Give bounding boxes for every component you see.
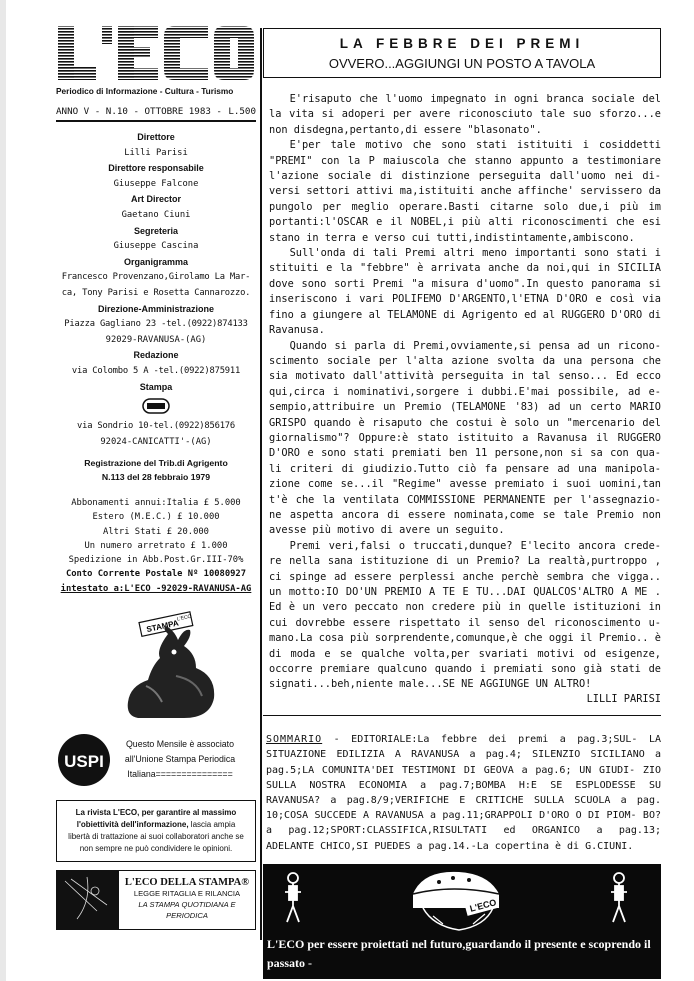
account-holder: intestato a:L'ECO -92029-RAVANUSA-AG [60, 583, 252, 594]
notice-part-2: lascia ampia libertà di trattazione ai suoi collaboratori anche se non sempre ne può condividere le opinioni. [68, 819, 244, 853]
article-paragraph: Premi veri,falsi o truccati,dunque? E'lecito ancora crede- re nella sana istituzione di un Premio? La realtà,purtroppo , ci spinge ad essere perplessi anche perchè sembra che vigga.. un motto:IO DO'UN PREMIO A TE E TU...DAI QUALCOS'ALTRO A ME . Ed è un vero peccato non credere più in quelle istituzioni in cui dovrebbe essere rispettato il senso del riconoscimento u- mano.La cosa più sorprendente,comunque,è che oggi il Premio.. è di moda e se qualche volta,per svariati motivi od esigenze, occorre premiare qualcuno quando i premiati sono già stati de signati...beh,niente male...SE NE AGGIUNGE UN ALTRO! [269, 539, 661, 691]
right-column [263, 28, 661, 979]
article-paragraph: Quando si parla di Premi,ovviamente,si pensa ad un ricono- scimento sociale per l'alta azione svolta da una persona che sia motivato dall'attività perseguita in tal senso... Ed ecco qui,circa i nominativi,sorgere i dubbi.E'mai possibile, ad e- sempio,attribuire un Premio (TELAMONE '83) ad un certo MARIO GRISPO quando è risaputo che costui è solo un "mercenario del giornalismo"? Oppure:è stato istituito a Ravanusa il RUGGERO D'ORO e sono stati premiati ben 11 persone,non si sa con qua- li criteri di giudizio.Tutto ciò fa pensare ad una manipola- zione come se...il "Regime" avesse premiato i suoi uomini,tan t'è che la ventilata COMMISSIONE PERMANENTE per l'assegnazio- ne aspetta ancora di essere nominata,come se tale Premio non avesse più motivo di avere un seguito. [269, 339, 661, 537]
article-paragraph: E'risaputo che l'uomo impegnato in ogni branca sociale del la vita si adoperi per avere riconosciuto tale suo sforzo...e non disdegna,pertanto,di essere "blasonato". [269, 93, 661, 136]
sommario-text: - EDITORIALE:La febbre dei premi a pag.3;SUL- LA SITUAZIONE EDILIZIA A RAVANUSA a pag.4; SILENZIO SICILIANO a pag.5;LA COMUNITA'DEI TESTIMONI DI GEOVA a pag.6; UN GIUDI- ZIO SULLA NOSTRA ECONOMIA a pag.7;BOMBA H:E SE ESPLODESSE SU RAVANUSA? a pag.8/9;VERIFICHE E CRITICHE SULLA SCUOLA a pag. 10;COSA SUCCEDE A RAVANUSA a pag.11;GRAPPOLI D'ORO O DI PIOM- BO? a pag.12;SPORT:CLASSIFICA,RISULTATI ed ORGANICO a pag.13; ADELANTE CHICO,SI PUEDES a pag.14.-La copertina è di G.CIUNI. [266, 734, 661, 852]
staff-role: Direttore responsabile [108, 163, 204, 174]
uspi-text: Questo Mensile è associato all'Unione Stampa Periodica Italiana=============== [124, 739, 236, 780]
issue-price: L.500 [228, 106, 256, 117]
staff-role: Organigramma [123, 256, 189, 267]
article-subtitle: OVVERO...AGGIUNGI UN POSTO A TAVOLA [328, 56, 596, 71]
issue-line [56, 106, 256, 122]
uspi-logo-text: USPI [64, 751, 104, 771]
staff-address: via Sondrio 10-tel.(0922)856176 [77, 421, 235, 432]
staff-role: Direzione-Amministrazione [97, 303, 215, 314]
column-divider [260, 28, 262, 940]
staff-name: Giuseppe Falcone [113, 178, 199, 189]
subscriptions [56, 496, 256, 595]
notice-part-1: La rivista L'ECO, per garantire al massimo l'obiettività dell'informazione, [75, 807, 237, 829]
eco-stampa-drawing [57, 871, 119, 927]
stamp-eco: L'ECO [176, 613, 193, 623]
staff-name: Giuseppe Cascina [113, 241, 199, 252]
staff-name: Francesco Provenzano,Girolamo La Mar- [61, 272, 251, 283]
printer-logo [56, 397, 256, 415]
staff-address: 92024-CANICATTI'-(AG) [100, 436, 212, 447]
masthead-tagline: Periodico di Informazione - Cultura - Turismo [56, 86, 234, 96]
subscription-line: Altri Stati £ 20.000 [103, 526, 209, 537]
eco-stampa-title: L'ECO DELLA STAMPA® [124, 876, 250, 888]
issue-info: ANNO V - N.10 - OTTOBRE 1983 - [56, 106, 222, 117]
article-paragraph: Sull'onda di tali Premi altri meno importanti sono stati i stituiti e la "febbre" è arrivata anche da noi,qui in SICILIA dove sono sorti Premi "a misura d'uomo".In questo panorama si inseriscono i vari POLIFEMO D'ARGENTO,l'ETNA D'ORO e così via fino a giungere al TELAMONE di Agrigento ed al RUGGERO D'ORO di Ravanusa. [269, 247, 661, 337]
subscription-line: Estero (M.E.C.) £ 10.000 [92, 512, 220, 523]
cover-banner [263, 864, 661, 979]
staff-address: 92029-RAVANUSA-(AG) [105, 334, 207, 345]
masthead-logo-graphic [56, 22, 256, 84]
subscription-line: Spedizione in Abb.Post.Gr.III-70% [68, 555, 244, 566]
staff-role: Art Director [130, 194, 181, 205]
staff-name: Lilli Parisi [124, 147, 188, 158]
article-author: LILLI PARISI [586, 692, 661, 705]
masthead-logo [56, 22, 256, 84]
editorial-article [269, 92, 661, 707]
staff-address: Piazza Gagliano 23 -tel.(0922)874133 [64, 319, 248, 330]
subscription-line: Un numero arretrato £ 1.000 [84, 540, 228, 551]
staff-role: Stampa [139, 381, 173, 392]
left-column [56, 22, 256, 930]
staff-name: Gaetano Ciuni [121, 209, 191, 220]
sommario-label: SOMMARIO [266, 734, 323, 746]
article-title-box [263, 28, 661, 78]
editorial-notice [56, 800, 256, 862]
banner-illustration [263, 864, 661, 944]
postal-account: Conto Corrente Postale Nº 10080927 [65, 569, 247, 580]
subscription-line: Abbonamenti annui:Italia £ 5.000 [71, 498, 241, 509]
printer-logo-icon [142, 397, 170, 415]
staff-role: Direttore [137, 132, 175, 142]
scan-edge [0, 0, 6, 981]
staff-role: Redazione [133, 350, 179, 361]
article-title: LA FEBBRE DEI PREMI [339, 36, 585, 51]
eco-stampa-image [57, 871, 119, 929]
staff-name: ca, Tony Parisi e Rosetta Cannarozzo. [61, 287, 251, 298]
registration [56, 456, 256, 484]
eco-stampa-text [119, 871, 255, 929]
uspi-association [56, 732, 256, 788]
registration-line: N.113 del 28 febbraio 1979 [101, 472, 211, 483]
rabbit-illustration [56, 606, 256, 722]
uspi-logo [56, 732, 112, 788]
eco-stampa-line1: LEGGE RITAGLIA E RILANCIA [133, 888, 241, 898]
banner-eco-sign: L'ECO [468, 897, 498, 914]
rabbit-stamp-illustration [56, 606, 256, 722]
banner-slogan: L'ECO per essere proiettati nel futuro,guardando il presente e scoprendo il passato - [267, 936, 651, 970]
summary-divider [263, 715, 661, 716]
eco-della-stampa-ad [56, 870, 256, 930]
eco-stampa-line2: LA STAMPA QUOTIDIANA E PERIODICA [138, 899, 236, 920]
staff-role: Segreteria [133, 225, 179, 236]
stamp-label: STAMPA [145, 618, 180, 634]
staff-address: via Colombo 5 A -tel.(0922)875911 [71, 365, 241, 376]
registration-line: Registrazione del Trib.di Agrigento [84, 458, 228, 469]
article-paragraph: E'per tale motivo che sono stati istituiti i cosiddetti "PREMI" con la P maiuscola che stanno appunto a testimoniare l'azione sociale di distinzione perseguita dall'uomo nei di- versi settori attivi ma,istituiti anche affinche' servissero da pungolo per meglio operare.Basti citarne solo due,i più im portanti:l'OSCAR e il NOBEL,i più alti riconoscimenti che esi stano in terra e verso cui tutti,indistintamente,ambiscono. [269, 139, 661, 244]
table-of-contents [263, 732, 661, 854]
staff-list [56, 130, 256, 450]
